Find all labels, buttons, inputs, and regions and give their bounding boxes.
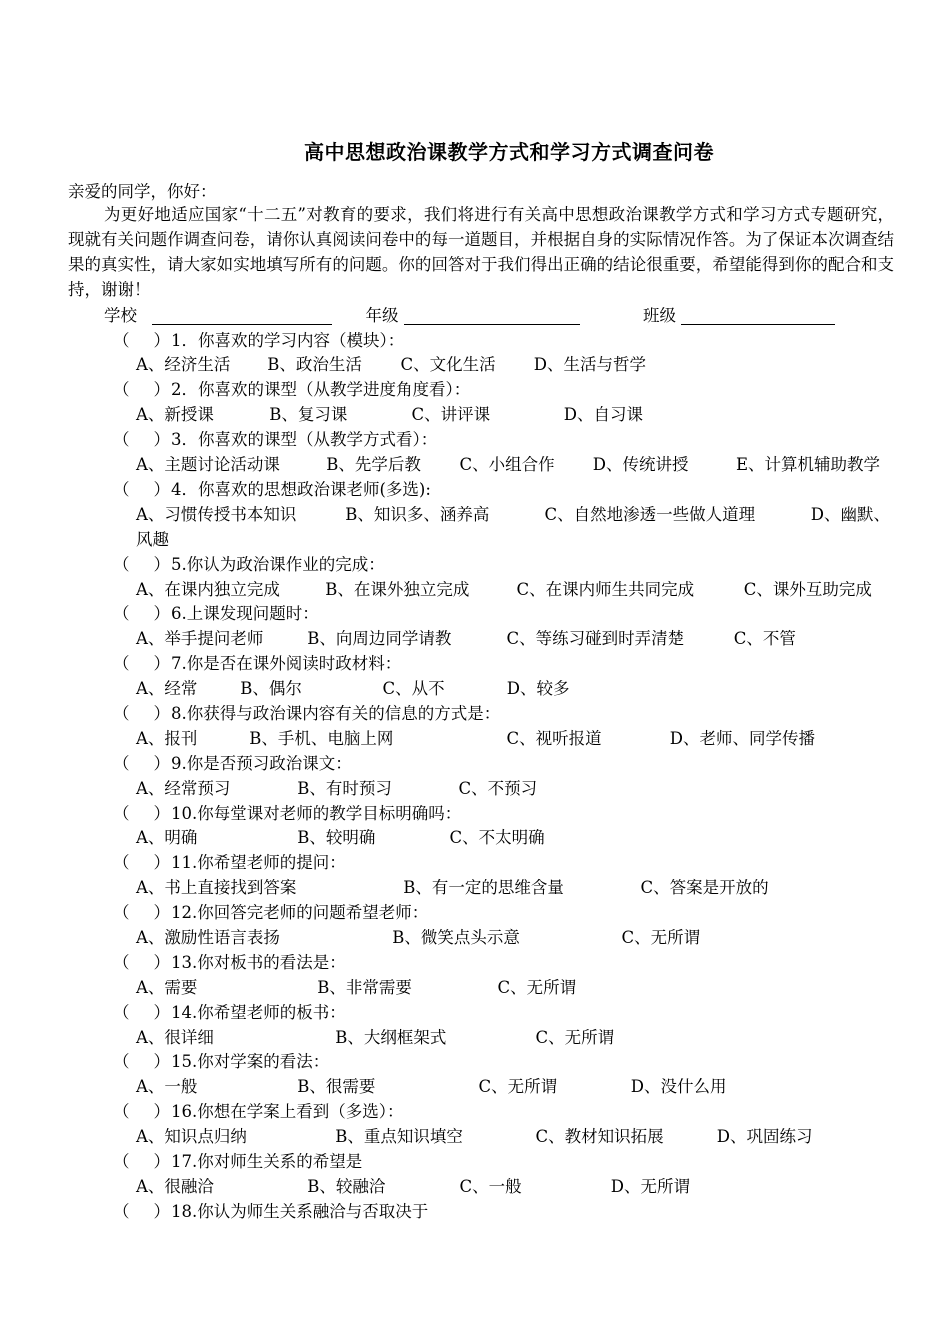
option-a[interactable]: A、在课内独立完成 <box>136 580 280 599</box>
question-text: 8.你获得与政治课内容有关的信息的方式是： <box>171 704 501 723</box>
option-c[interactable]: C、自然地渗透一些做人道理 <box>544 505 756 524</box>
question-8: （ ）8.你获得与政治课内容有关的信息的方式是： <box>113 704 501 723</box>
document-title: 高中思想政治课教学方式和学习方式调查问卷 <box>304 140 714 164</box>
options-2 <box>136 401 643 425</box>
question-1: （ ）1．你喜欢的学习内容（模块）： <box>113 331 405 350</box>
grade-field[interactable] <box>404 306 580 325</box>
options-14 <box>136 1024 614 1048</box>
greeting: 亲爱的同学，你好： <box>68 182 217 201</box>
question-3: （ ）3．你喜欢的课型（从教学方式看）： <box>113 430 438 449</box>
options-11 <box>136 874 769 898</box>
question-text: 16.你想在学案上看到（多选）： <box>171 1102 404 1121</box>
question-14: （ ）14.你希望老师的板书： <box>113 1003 346 1022</box>
intro-paragraph: 为更好地适应国家“十二五”对教育的要求，我们将进行有关高中思想政治课教学方式和学习方式专题研究，现就有关问题作调查问卷，请你认真阅读问卷中的每一道题目，并根据自身的实际情况作答。为了保证本次调查结果的真实性，请大家如实地填写所有的问题。你的回答对于我们得出正确的结论很重要，希望能得到你的配合和支持，谢谢！ <box>68 205 894 299</box>
options-7 <box>136 675 569 699</box>
question-12: （ ）12.你回答完老师的问题希望老师： <box>113 903 429 922</box>
option-c[interactable]: C、无所谓 <box>497 978 577 997</box>
question-16: （ ）16.你想在学案上看到（多选）： <box>113 1102 404 1121</box>
question-7: （ ）7.你是否在课外阅读时政材料： <box>113 654 402 673</box>
question-text: 3．你喜欢的课型（从教学方式看）： <box>171 430 438 449</box>
option-b[interactable]: B、偶尔 <box>240 679 302 698</box>
option-c[interactable]: C、等练习碰到时弄清楚 <box>506 629 685 648</box>
option-b[interactable]: B、微笑点头示意 <box>392 928 520 947</box>
option-d[interactable]: D、无所谓 <box>610 1177 690 1196</box>
option-b[interactable]: B、手机、电脑上网 <box>249 729 394 748</box>
class-field[interactable] <box>681 306 835 325</box>
option-a[interactable]: A、经常 <box>136 679 198 698</box>
grade-label: 年级 <box>365 306 399 325</box>
options-4-continued: 风趣 <box>136 530 169 549</box>
option-c[interactable]: C、无所谓 <box>478 1077 558 1096</box>
option-d[interactable]: C、不管 <box>733 629 796 648</box>
options-16 <box>136 1123 812 1147</box>
option-b[interactable]: B、知识多、涵养高 <box>345 505 490 524</box>
option-b[interactable]: B、向周边同学请教 <box>307 629 452 648</box>
option-a[interactable]: A、明确 <box>136 828 198 847</box>
options-13 <box>136 974 576 998</box>
options-12 <box>136 924 700 948</box>
question-text: 11.你希望老师的提问： <box>171 853 346 872</box>
option-d[interactable]: D、生活与哲学 <box>533 355 646 374</box>
option-b[interactable]: B、很需要 <box>297 1077 376 1096</box>
question-10: （ ）10.你每堂课对老师的教学目标明确吗： <box>113 804 462 823</box>
option-a[interactable]: A、报刊 <box>136 729 198 748</box>
question-6: （ ）6.上课发现问题时： <box>113 604 319 623</box>
question-13: （ ）13.你对板书的看法是： <box>113 953 346 972</box>
option-d[interactable]: D、巩固练习 <box>716 1127 813 1146</box>
option-c[interactable]: C、教材知识拓展 <box>535 1127 664 1146</box>
school-label: 学校 <box>104 306 137 325</box>
question-text: 7.你是否在课外阅读时政材料： <box>171 654 402 673</box>
option-c[interactable]: C、视听报道 <box>506 729 602 748</box>
option-d[interactable]: D、自习课 <box>563 405 643 424</box>
option-c[interactable]: C、一般 <box>459 1177 522 1196</box>
question-text: 1．你喜欢的学习内容（模块）： <box>171 331 405 350</box>
question-text: 13.你对板书的看法是： <box>171 953 346 972</box>
option-a[interactable]: A、知识点归纳 <box>136 1127 247 1146</box>
options-9 <box>136 775 537 799</box>
question-2: （ ）2．你喜欢的课型（从教学进度角度看）： <box>113 380 471 399</box>
option-c[interactable]: C、答案是开放的 <box>640 878 769 897</box>
school-field[interactable] <box>152 306 332 325</box>
option-b[interactable]: B、重点知识填空 <box>335 1127 463 1146</box>
question-17: （ ）17.你对师生关系的希望是 <box>113 1152 363 1171</box>
options-3 <box>136 451 880 475</box>
option-b[interactable]: B、较融洽 <box>307 1177 386 1196</box>
options-17 <box>136 1173 690 1197</box>
question-text: 17.你对师生关系的希望是 <box>171 1152 363 1171</box>
question-text: 2．你喜欢的课型（从教学进度角度看）： <box>171 380 471 399</box>
option-c[interactable]: C、无所谓 <box>535 1028 615 1047</box>
info-fields-row <box>104 302 835 326</box>
option-d[interactable]: D、幽默、 <box>810 505 890 524</box>
question-text: 18.你认为师生关系融洽与否取决于 <box>171 1202 429 1221</box>
question-5: （ ）5.你认为政治课作业的完成： <box>113 555 385 574</box>
option-b[interactable]: B、在课外独立完成 <box>325 580 470 599</box>
question-text: 9.你是否预习政治课文： <box>171 754 352 773</box>
option-c[interactable]: C、从不 <box>382 679 445 698</box>
option-a[interactable]: A、很详细 <box>136 1028 214 1047</box>
options-8 <box>136 725 815 749</box>
option-d[interactable]: D、传统讲授 <box>592 455 689 474</box>
option-a[interactable]: A、激励性语言表扬 <box>136 928 280 947</box>
option-b[interactable]: B、政治生活 <box>267 355 362 374</box>
option-b[interactable]: B、先学后教 <box>326 455 421 474</box>
option-a[interactable]: A、新授课 <box>136 405 214 424</box>
option-c[interactable]: C、小组合作 <box>459 455 555 474</box>
option-b[interactable]: B、复习课 <box>269 405 348 424</box>
question-text: 14.你希望老师的板书： <box>171 1003 346 1022</box>
option-a[interactable]: A、一般 <box>136 1077 198 1096</box>
options-15 <box>136 1073 726 1097</box>
option-d[interactable]: D、没什么用 <box>630 1077 727 1096</box>
question-15: （ ）15.你对学案的看法： <box>113 1052 330 1071</box>
option-c[interactable]: C、讲评课 <box>411 405 491 424</box>
option-c[interactable]: C、文化生活 <box>400 355 496 374</box>
option-b[interactable]: B、有时预习 <box>297 779 392 798</box>
options-5 <box>136 576 872 600</box>
option-d[interactable]: C、课外互助完成 <box>743 580 872 599</box>
option-d[interactable]: D、老师、同学传播 <box>669 729 815 748</box>
question-text: 5.你认为政治课作业的完成： <box>171 555 385 574</box>
options-4 <box>136 501 890 525</box>
option-a[interactable]: A、习惯传授书本知识 <box>136 505 297 524</box>
option-c[interactable]: C、在课内师生共同完成 <box>516 580 695 599</box>
option-a[interactable]: A、经常预习 <box>136 779 231 798</box>
question-text: 6.上课发现问题时： <box>171 604 319 623</box>
option-e[interactable]: E、计算机辅助教学 <box>736 455 881 474</box>
question-text: 10.你每堂课对老师的教学目标明确吗： <box>171 804 462 823</box>
options-6 <box>136 625 796 649</box>
option-a[interactable]: A、经济生活 <box>136 355 231 374</box>
option-d[interactable]: D、较多 <box>506 679 570 698</box>
question-text: 12.你回答完老师的问题希望老师： <box>171 903 429 922</box>
option-a[interactable]: A、举手提问老师 <box>136 629 264 648</box>
options-10 <box>136 824 545 848</box>
option-a[interactable]: A、需要 <box>136 978 198 997</box>
options-1 <box>136 351 646 375</box>
question-11: （ ）11.你希望老师的提问： <box>113 853 346 872</box>
question-18: （ ）18.你认为师生关系融洽与否取决于 <box>113 1202 429 1221</box>
question-text: 15.你对学案的看法： <box>171 1052 330 1071</box>
option-b[interactable]: B、较明确 <box>297 828 376 847</box>
question-4: （ ）4．你喜欢的思想政治课老师(多选): <box>113 480 431 499</box>
option-a[interactable]: A、主题讨论活动课 <box>136 455 280 474</box>
option-c[interactable]: C、无所谓 <box>621 928 701 947</box>
class-label: 班级 <box>643 306 676 325</box>
option-c[interactable]: C、不太明确 <box>449 828 545 847</box>
option-a[interactable]: A、很融洽 <box>136 1177 214 1196</box>
option-b[interactable]: B、有一定的思维含量 <box>403 878 564 897</box>
question-text: 4．你喜欢的思想政治课老师(多选): <box>171 480 431 499</box>
option-b[interactable]: B、大纲框架式 <box>335 1028 447 1047</box>
option-b[interactable]: B、非常需要 <box>317 978 412 997</box>
option-c[interactable]: C、不预习 <box>458 779 538 798</box>
option-a[interactable]: A、书上直接找到答案 <box>136 878 297 897</box>
question-9: （ ）9.你是否预习政治课文： <box>113 754 352 773</box>
